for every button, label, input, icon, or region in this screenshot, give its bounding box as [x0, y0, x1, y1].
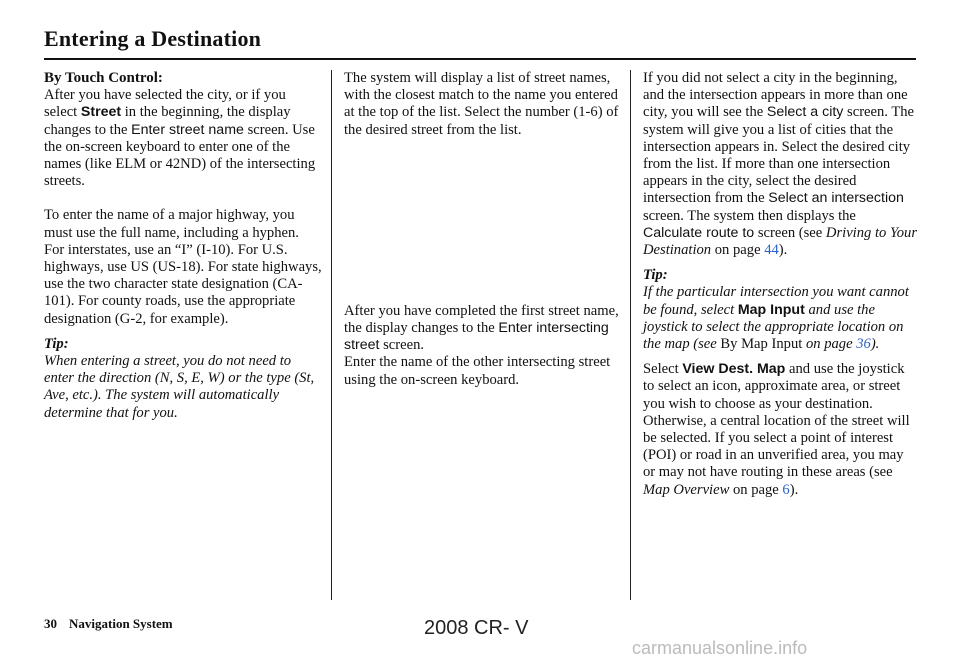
model-watermark: 2008 CR- V — [424, 617, 529, 639]
paragraph-highway-names: To enter the name of a major highway, you must use the full name, including a hyphen. For interstates, use an “I” (I-10). For U.S. highways, use US (US-18). For state highways, use the two character state designation (CA-101). For county roads, use the appropriate designation (G-2, for example). — [44, 207, 322, 327]
column-left — [44, 70, 322, 422]
footer-label: Navigation System — [69, 616, 173, 631]
cross-reference-title: Driving to Your Destination — [643, 224, 918, 259]
ui-label-street: Street — [80, 104, 122, 121]
text-run: Select — [643, 361, 683, 378]
ui-label-view-dest-map: View Dest. Map — [682, 361, 786, 378]
ui-label-enter-street-name: Enter street name — [131, 121, 244, 138]
text-run: screen. The system then displays the — [643, 207, 856, 224]
text-run: After you have completed the first street name, the display changes to the — [344, 302, 619, 337]
column-right — [643, 70, 918, 499]
tip-label: Tip: — [643, 267, 668, 284]
text-run: If you did not select a city in the beginning, and the intersection appears in more than one city, you will see the — [643, 70, 908, 121]
page-title: Entering a Destination — [44, 26, 262, 51]
text-run: screen. The system will give you a list of cities that the intersection appears in. Select the desired city from the list. If more than one intersection appears in the city, select the desired intersection from the — [643, 104, 915, 207]
text-run: ). — [778, 242, 788, 259]
paragraph-view-dest-map — [643, 361, 918, 499]
ui-label-select-an-intersection: Select an intersection — [768, 190, 904, 207]
tip-text — [643, 284, 918, 353]
paragraph-intersecting-street — [344, 303, 619, 355]
text-run: and use the joystick to select the appropriate location on the map (see — [643, 301, 904, 353]
column-divider-left — [331, 70, 332, 600]
ui-label-calculate-route-to: Calculate route to — [643, 224, 755, 241]
ui-label-map-input: Map Input — [737, 301, 805, 318]
text-run: If the particular intersection you want cannot be found, select — [643, 284, 909, 318]
page-link-36[interactable]: 36 — [856, 336, 871, 353]
ui-label-enter-intersecting-street: Enter intersecting street — [344, 320, 609, 354]
text-run: in the beginning, the display changes to the — [44, 104, 291, 138]
page-link-44[interactable]: 44 — [764, 242, 779, 259]
tip-text: When entering a street, you do not need to enter the direction (N, S, E, W) or the type (St, Ave, etc.). The system will automatically determine that for you. — [44, 353, 315, 421]
paragraph-select-city — [643, 70, 918, 259]
section-heading: By Touch Control: — [44, 70, 163, 86]
tip-label: Tip: — [44, 335, 69, 352]
text-run: screen (see — [754, 224, 826, 241]
ui-label-select-a-city: Select a city — [766, 104, 844, 121]
text-run: ). — [870, 336, 880, 353]
text-run: on page — [802, 336, 857, 353]
text-run: on page — [729, 481, 783, 498]
text-run: and use the joystick to select an icon, approximate area, or street you wish to choose as your destination. Otherwise, a central location of the street will be selected. If you select a point of interest (POI) or road in an unverified area, you may or may not have routing in these areas (see — [643, 361, 910, 481]
text-run: on page — [711, 242, 765, 259]
site-watermark: carmanualsonline.info — [632, 638, 808, 658]
column-middle — [344, 70, 619, 389]
text-run: screen. — [379, 337, 425, 354]
paragraph-street-selection — [44, 87, 322, 190]
text-run: ). — [789, 481, 799, 498]
column-divider-right — [630, 70, 631, 600]
text-run: After you have selected the city, or if you select — [44, 87, 286, 121]
paragraph-keyboard-entry: Enter the name of the other intersecting street using the on-screen keyboard. — [344, 354, 611, 388]
paragraph-street-list: The system will display a list of street names, with the closest match to the name you entered at the top of the list. Select the number (1-6) of the desired street from the list. — [344, 70, 619, 138]
text-run: screen. Use the on-screen keyboard to enter one of the names (like ELM or 42ND) of the intersecting streets. — [44, 121, 316, 190]
cross-reference-title: Map Overview — [643, 481, 730, 498]
page-footer — [44, 616, 173, 632]
page-number: 30 — [44, 616, 57, 631]
header-rule — [44, 58, 916, 60]
cross-reference-title: By Map Input — [720, 336, 803, 353]
page-link-6[interactable]: 6 — [782, 481, 790, 498]
